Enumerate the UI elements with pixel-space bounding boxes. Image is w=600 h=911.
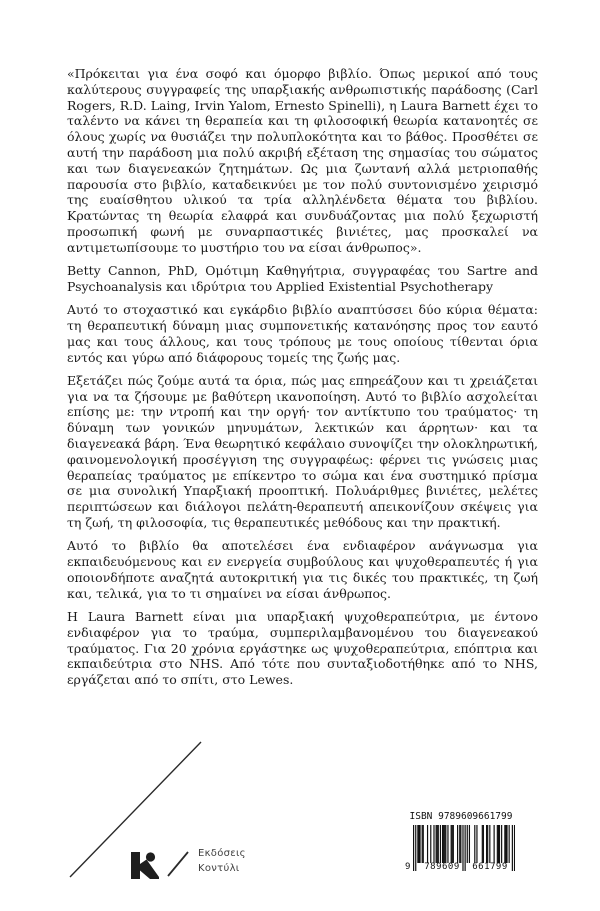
synopsis-paragraph-3: Αυτό το βιβλίο θα αποτελέσει ένα ενδιαφέρον ανάγνωσμα για εκπαιδευόμενους και εν ενεργεία συμβούλους και ψυχοθεραπευτές ή για οποιονδήποτε αναζητά αυτοκριτική για τις δικές του πρακτικές, τη ζωή και, τελικά, για το τι σημαίνει να είσαι άνθρωπος. — [67, 538, 538, 601]
barcode-digits-right-group: 661799 — [472, 862, 508, 872]
back-cover-text — [67, 66, 538, 695]
synopsis-paragraph-1: Αυτό το στοχαστικό και εγκάρδιο βιβλίο αναπτύσσει δύο κύρια θέματα: τη θεραπευτική δύναμη μιας συμπονετικής κατανόησης προς τον εαυτό μας και τους άλλους, και τους τρόπους με τους οποίους τίθενται όρια εντός και γύρω από διάφορους τομείς της ζωής μας. — [67, 302, 538, 365]
author-bio: Η Laura Barnett είναι μια υπαρξιακή ψυχοθεραπεύτρια, με έντονο ενδιαφέρον για το τραύμα, συμπεριλαμβανομένου του διαγενεακού τραύματος. Για 20 χρόνια εργάστηκε ως ψυχοθεραπεύτρια, επόπτρια και εκπαιδεύτρια στο NHS. Από τότε που συνταξιοδοτήθηκε από το NHS, εργάζεται από το σπίτι, στο Lewes. — [67, 609, 538, 688]
barcode-digits-left-group: 789609 — [424, 862, 460, 872]
barcode-digit-first: 9 — [405, 862, 411, 872]
synopsis-paragraph-2: Εξετάζει πώς ζούμε αυτά τα όρια, πώς μας επηρεάζουν και τι χρειάζεται για να τα ζήσουμε με βαθύτερη ικανοποίηση. Αυτό το βιβλίο ασχολείται επίσης με: την ντροπή και την οργή· τον αντίκτυπο του τραύματος· τη δύναμη των γονικών μηνυμάτων, λεκτικών και άρρητων· και τα διαγενεακά βάρη. Ένα θεωρητικό κεφάλαιο συνοψίζει την ολοκληρωτική, φαινομενολογική προσέγγιση της συγγραφέως: φέρνει τις γνώσεις μιας θεραπείας τραύματος με επίκεντρο το σώμα και ένα συστημικό πρίσμα σε μια συνολική Υπαρξιακή προοπτική. Πολυάριθμες βινιέτες, μελέτες περιπτώσεων και διάλογοι πελάτη-θεραπευτή απεικονίζουν σκέψεις για τη ζωή, τη φιλοσοφία, τις θεραπευτικές μεθόδους και την πρακτική. — [67, 372, 538, 531]
publisher-name-line1: Εκδόσεις — [198, 848, 246, 859]
publisher-logo-slash-icon — [166, 850, 190, 878]
publisher-logo-k-icon — [131, 852, 159, 879]
endorsement-quote: «Πρόκειται για ένα σοφό και όμορφο βιβλίο. Όπως μερικοί από τους καλύτερους συγγραφείς της υπαρξιακής ανθρωπιστικής παράδοσης (Carl Rogers, R.D. Laing, Irvin Yalom, Ernesto Spinelli), η Laura Barnett έχει το ταλέντο να κάνει τη θεραπεία και τη φιλοσοφική θεωρία κατανοητές σε όλους χωρίς να θυσιάζει την πολυπλοκότητα και το βάθος. Προσθέτει σε αυτή την παράδοση μια πολύ ακριβή εξέταση της σημασίας του σώματος και των διαγενεακών ζητημάτων. Ως μια ζωντανή αλλά μετριοπαθής παρουσία στο βιβλίο, καταδεικνύει με τον πολύ συντονισμένο χειρισμό της ευαίσθητου υλικού τα τρία αλληλένδετα θέματα του βιβλίου. Κρατώντας τη θεωρία ελαφρά και συνδυάζοντας μια πολύ ξεχωριστή προσωπική φωνή με συναρπαστικές βινιέτες, μας προσκαλεί να αντιμετωπίσουμε το μυστήριο του να είσαι άνθρωπος». — [67, 66, 538, 255]
quote-attribution: Betty Cannon, PhD, Ομότιμη Καθηγήτρια, συγγραφέας του Sartre and Psychoanalysis και ιδρύτρια του Applied Existential Psychotherapy — [67, 263, 538, 294]
publisher-name-line2: Κοντύλι — [198, 863, 240, 874]
isbn-block — [405, 811, 517, 871]
isbn-label: ISBN 9789609661799 — [409, 811, 513, 822]
publisher-name — [198, 846, 246, 876]
